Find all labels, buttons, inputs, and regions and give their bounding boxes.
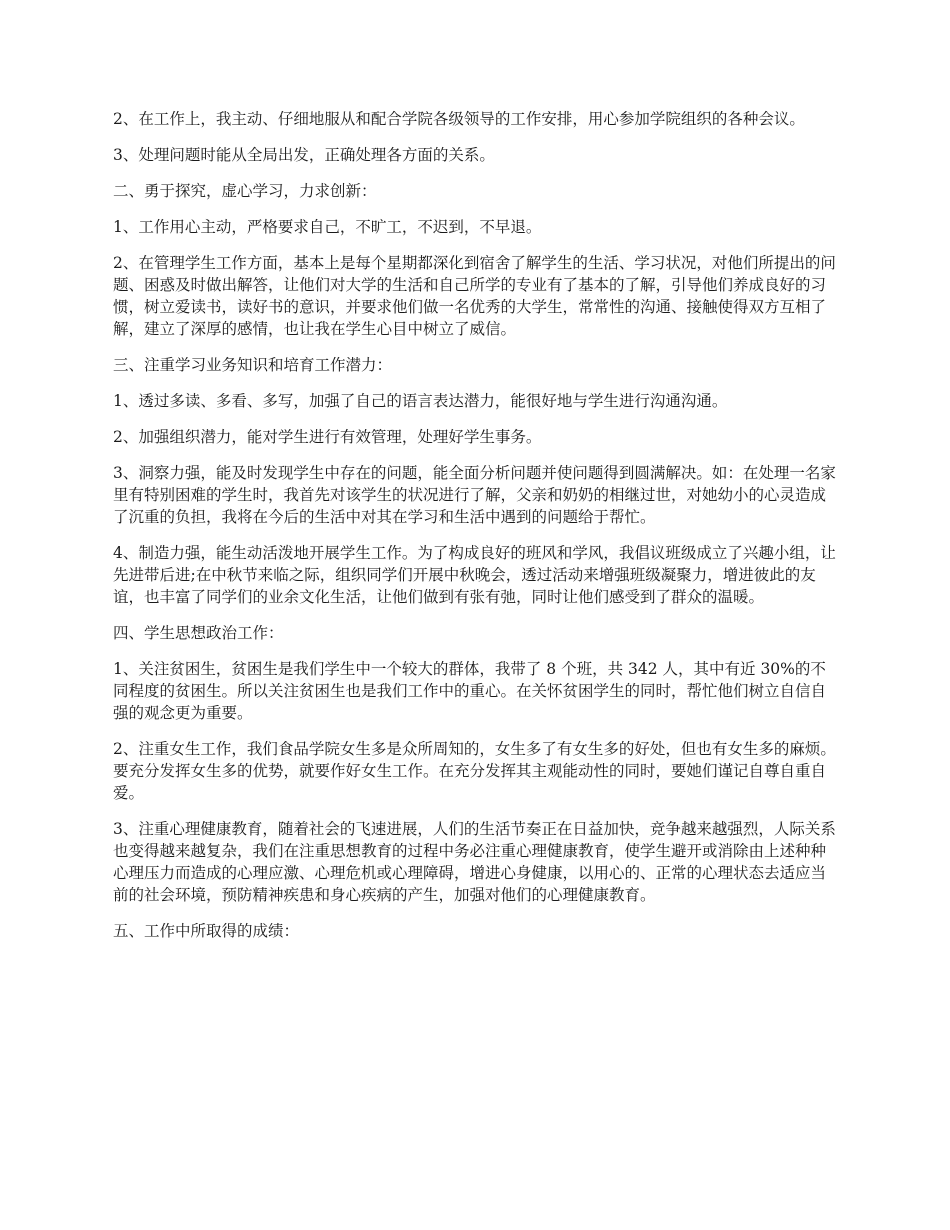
section-heading-5: 五、工作中所取得的成绩：	[113, 922, 300, 940]
document-body	[113, 108, 841, 956]
paragraph-ability-2: 2、加强组织潜力，能对学生进行有效管理，处理好学生事务。	[113, 428, 542, 446]
paragraph-political-2: 2、注重女生工作，我们食品学院女生多是众所周知的，女生多了有女生多的好处，但也有女生多的麻烦。要充分发挥女生多的优势，就要作好女生工作。在充分发挥其主观能动性的同时，要她们谨记自尊自重自爱。	[113, 740, 836, 802]
paragraph-ability-1: 1、透过多读、多看、多写，加强了自己的语言表达潜力，能很好地与学生进行沟通沟通。	[113, 392, 728, 410]
paragraph-work-attitude-2: 2、在工作上，我主动、仔细地服从和配合学院各级领导的工作安排，用心参加学院组织的各种会议。	[113, 110, 805, 128]
section-heading-2: 二、勇于探究，虚心学习，力求创新：	[113, 182, 377, 200]
section-heading-4: 四、学生思想政治工作：	[113, 624, 284, 642]
paragraph-ability-4: 4、制造力强，能生动活泼地开展学生工作。为了构成良好的班风和学风，我倡议班级成立了兴趣小组，让先进带后进;在中秋节来临之际，组织同学们开展中秋晚会，透过活动来增强班级凝聚力，增进彼此的友谊，也丰富了同学们的业余文化生活，让他们做到有张有弛，同时让他们感受到了群众的温暖。	[113, 544, 836, 606]
paragraph-innovation-2: 2、在管理学生工作方面，基本上是每个星期都深化到宿舍了解学生的生活、学习状况，对他们所提出的问题、困惑及时做出解答，让他们对大学的生活和自己所学的专业有了基本的了解，引导他们养成良好的习惯，树立爱读书，读好书的意识，并要求他们做一名优秀的大学生，常常性的沟通、接触使得双方互相了解，建立了深厚的感情，也让我在学生心目中树立了威信。	[113, 254, 836, 338]
paragraph-political-1: 1、关注贫困生，贫困生是我们学生中一个较大的群体，我带了 8 个班，共 342 人，其中有近 30%的不同程度的贫困生。所以关注贫困生也是我们工作中的重心。在关怀贫困学生的同时，帮忙他们树立自信自强的观念更为重要。	[113, 660, 827, 722]
paragraph-work-attitude-3: 3、处理问题时能从全局出发，正确处理各方面的关系。	[113, 146, 495, 164]
paragraph-political-3: 3、注重心理健康教育，随着社会的飞速进展，人们的生活节奏正在日益加快，竞争越来越强烈，人际关系也变得越来越复杂，我们在注重思想教育的过程中务必注重心理健康教育，使学生避开或消除由上述种种心理压力而造成的心理应激、心理危机或心理障碍，增进心身健康，以用心的、正常的心理状态去适应当前的社会环境，预防精神疾患和身心疾病的产生，加强对他们的心理健康教育。	[113, 820, 836, 904]
paragraph-ability-3: 3、洞察力强，能及时发现学生中存在的问题，能全面分析问题并使问题得到圆满解决。如：在处理一名家里有特别困难的学生时，我首先对该学生的状况进行了解，父亲和奶奶的相继过世，对她幼小的心灵造成了沉重的负担，我将在今后的生活中对其在学习和生活中遇到的问题给于帮忙。	[113, 464, 836, 526]
section-heading-3: 三、注重学习业务知识和培育工作潜力：	[113, 356, 393, 374]
paragraph-innovation-1: 1、工作用心主动，严格要求自己，不旷工，不迟到，不早退。	[113, 218, 542, 236]
